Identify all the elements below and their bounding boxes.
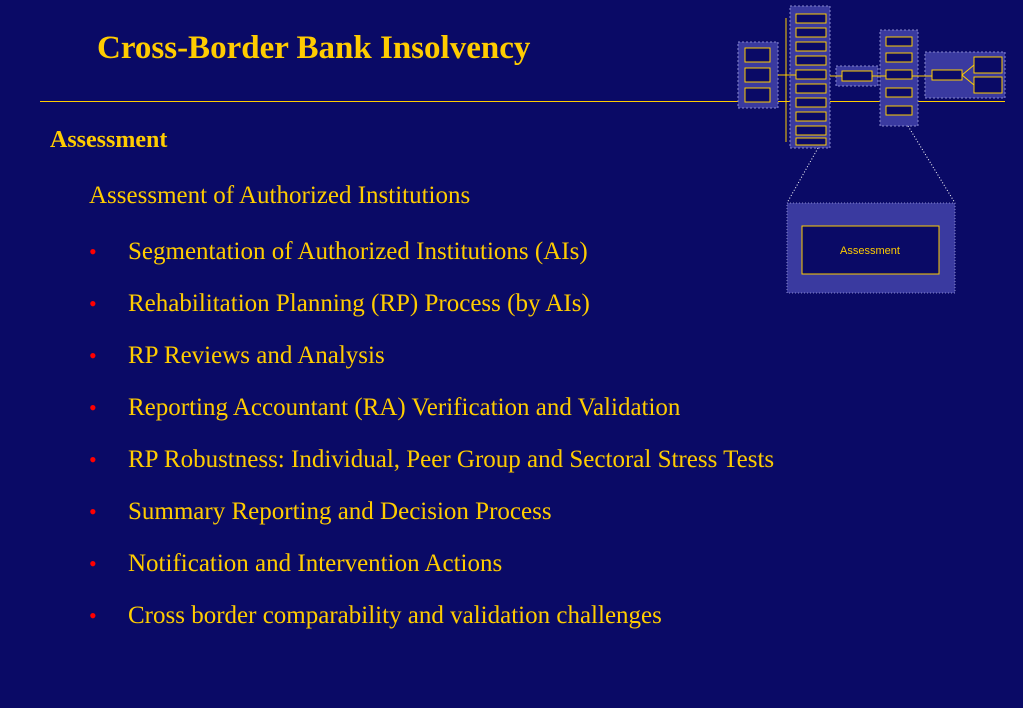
flow-box (796, 28, 826, 37)
subheading: Assessment of Authorized Institutions (89, 182, 471, 209)
bullet-text: Reporting Accountant (RA) Verification and Validation (128, 394, 681, 421)
bullet-text: Summary Reporting and Decision Process (128, 498, 552, 525)
bullet-text: Rehabilitation Planning (RP) Process (by AIs) (128, 290, 590, 317)
flow-box (886, 88, 912, 97)
flow-box (796, 70, 826, 79)
bullet-icon: • (89, 291, 97, 316)
flow-box (974, 57, 1002, 73)
flow-box (796, 98, 826, 107)
slide-title: Cross-Border Bank Insolvency (97, 30, 531, 66)
bullet-text: Segmentation of Authorized Institutions (AIs) (128, 238, 588, 265)
bullet-text: Cross border comparability and validation challenges (128, 602, 662, 629)
flow-box (796, 14, 826, 23)
bullet-icon: • (89, 239, 97, 264)
flow-box (745, 68, 770, 82)
flow-box (796, 84, 826, 93)
bullet-text: RP Robustness: Individual, Peer Group and Sectoral Stress Tests (128, 446, 775, 473)
flow-box (932, 70, 962, 80)
bullet-icon: • (89, 499, 97, 524)
flow-box (796, 126, 826, 135)
flow-box (796, 42, 826, 51)
flow-box (974, 77, 1002, 93)
flow-box (886, 37, 912, 46)
flow-box (886, 70, 912, 79)
flow-box (745, 48, 770, 62)
flow-box (886, 53, 912, 62)
bullet-icon: • (89, 343, 97, 368)
flow-box (796, 56, 826, 65)
flow-box (842, 71, 872, 81)
flow-box (745, 88, 770, 102)
flow-box (796, 138, 826, 145)
bullet-icon: • (89, 603, 97, 628)
zoom-box-label: Assessment (840, 245, 900, 257)
bullet-text: Notification and Intervention Actions (128, 550, 503, 577)
flow-box (796, 112, 826, 121)
section-heading: Assessment (50, 127, 168, 153)
bullet-text: RP Reviews and Analysis (128, 342, 385, 369)
bullet-icon: • (89, 551, 97, 576)
bullet-icon: • (89, 447, 97, 472)
flow-box (886, 106, 912, 115)
bullet-icon: • (89, 395, 97, 420)
